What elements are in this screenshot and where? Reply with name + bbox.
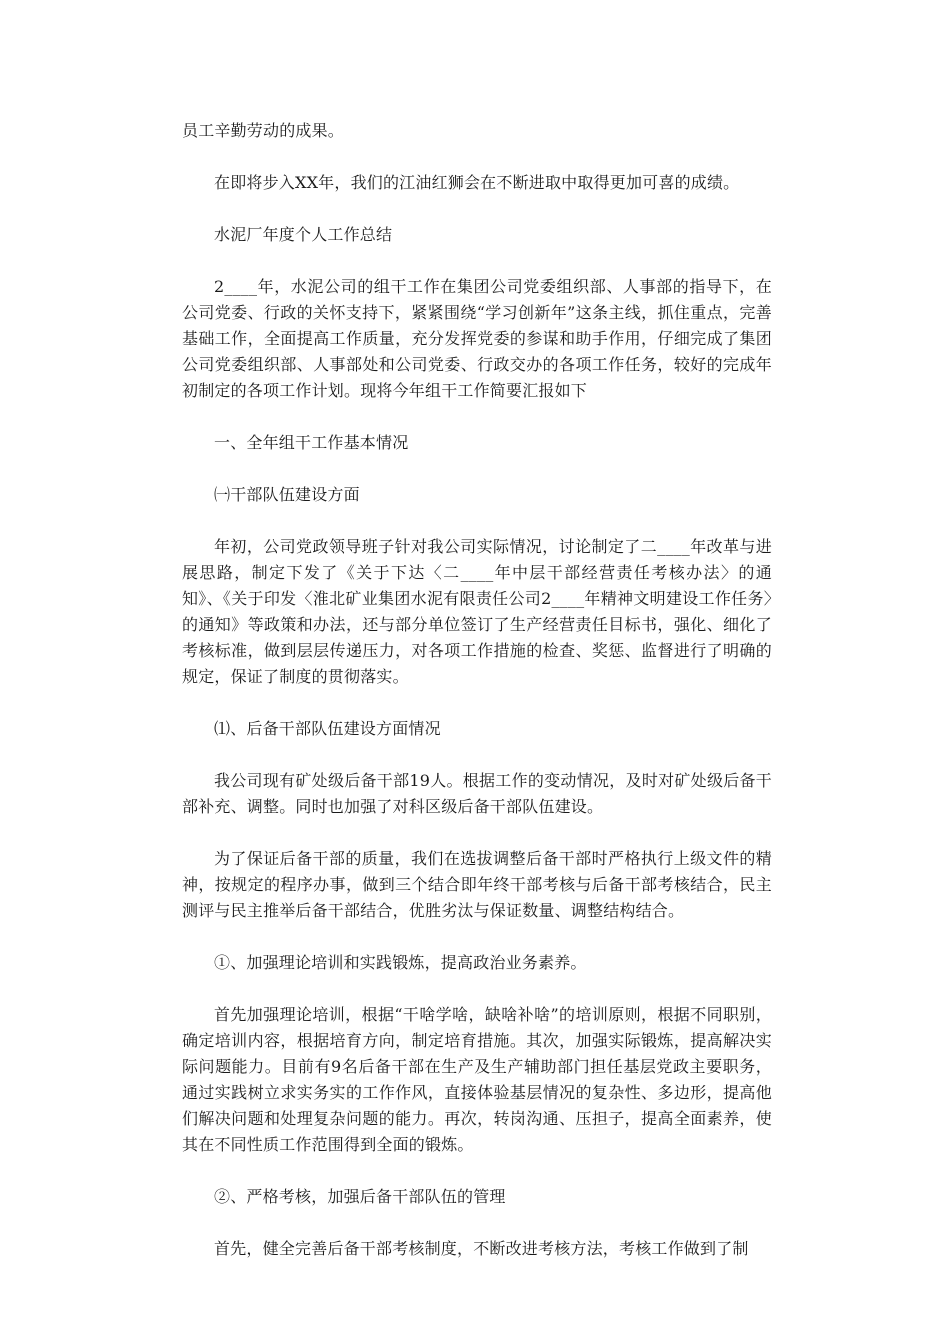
paragraph-assessment: 首先，健全完善后备干部考核制度，不断改进考核方法，考核工作做到了制	[214, 1239, 749, 1258]
paragraph-intro: 2____年，水泥公司的组干工作在集团公司党委组织部、人事部的指导下，在公司党委、行政的关怀支持下，紧紧围绕“学习创新年”这条主线，抓住重点，完善基础工作，全面提高工作质量，充分发挥党委的参谋和助手作用，仔细完成了集团公司党委组织部、人事部处和公司党委、行政交办的各项工作任务，较好的完成年初制定的各项工作计划。现将今年组干工作简要汇报如下	[182, 277, 772, 400]
document-title: 水泥厂年度个人工作总结	[214, 225, 393, 244]
section-heading-1: 一、全年组干工作基本情况	[214, 433, 409, 452]
paragraph-closing: 在即将步入XX年，我们的江油红狮会在不断进取中取得更加可喜的成绩。	[214, 173, 740, 192]
item-heading-1: ①、加强理论培训和实践锻炼，提高政治业务素养。	[214, 953, 587, 972]
subsection-heading-1: ㈠干部队伍建设方面	[214, 485, 360, 504]
paragraph-training: 首先加强理论培训，根据“干啥学啥，缺啥补啥”的培训原则，根据不同职别，确定培训内容，根据培育方向，制定培育措施。其次，加强实际锻炼，提高解决实际问题能力。目前有9名后备干部在生产及生产辅助部门担任基层党政主要职务，通过实践树立求实务实的工作作风，直接体验基层情况的复杂性、多边形，提高他们解决问题和处理复杂问题的能力。再次，转岗沟通、压担子，提高全面素养，使其在不同性质工作范围得到全面的锻炼。	[182, 1005, 772, 1154]
subsection-heading-2: ⑴、后备干部队伍建设方面情况	[214, 719, 441, 738]
document-page	[182, 118, 772, 1288]
paragraph-continuation: 员工辛勤劳动的成果。	[182, 121, 345, 140]
paragraph-policy: 年初，公司党政领导班子针对我公司实际情况，讨论制定了二____年改革与进展思路，制定下发了《关于下达〈二____年中层干部经营责任考核办法〉的通知》、《关于印发〈淮北矿业集团水泥有限责任公司2____年精神文明建设工作任务〉的通知》等政策和办法，还与部分单位签订了生产经营责任目标书，强化、细化了考核标准，做到层层传递压力，对各项工作措施的检查、奖惩、监督进行了明确的规定，保证了制度的贯彻落实。	[182, 537, 772, 686]
paragraph-quality: 为了保证后备干部的质量，我们在选拔调整后备干部时严格执行上级文件的精神，按规定的程序办事，做到三个结合即年终干部考核与后备干部考核结合，民主测评与民主推举后备干部结合，优胜劣汰与保证数量、调整结构结合。	[182, 849, 772, 920]
paragraph-reserve-cadres: 我公司现有矿处级后备干部19人。根据工作的变动情况，及时对矿处级后备干部补充、调整。同时也加强了对科区级后备干部队伍建设。	[182, 771, 772, 816]
item-heading-2: ②、严格考核，加强后备干部队伍的管理	[214, 1187, 506, 1206]
